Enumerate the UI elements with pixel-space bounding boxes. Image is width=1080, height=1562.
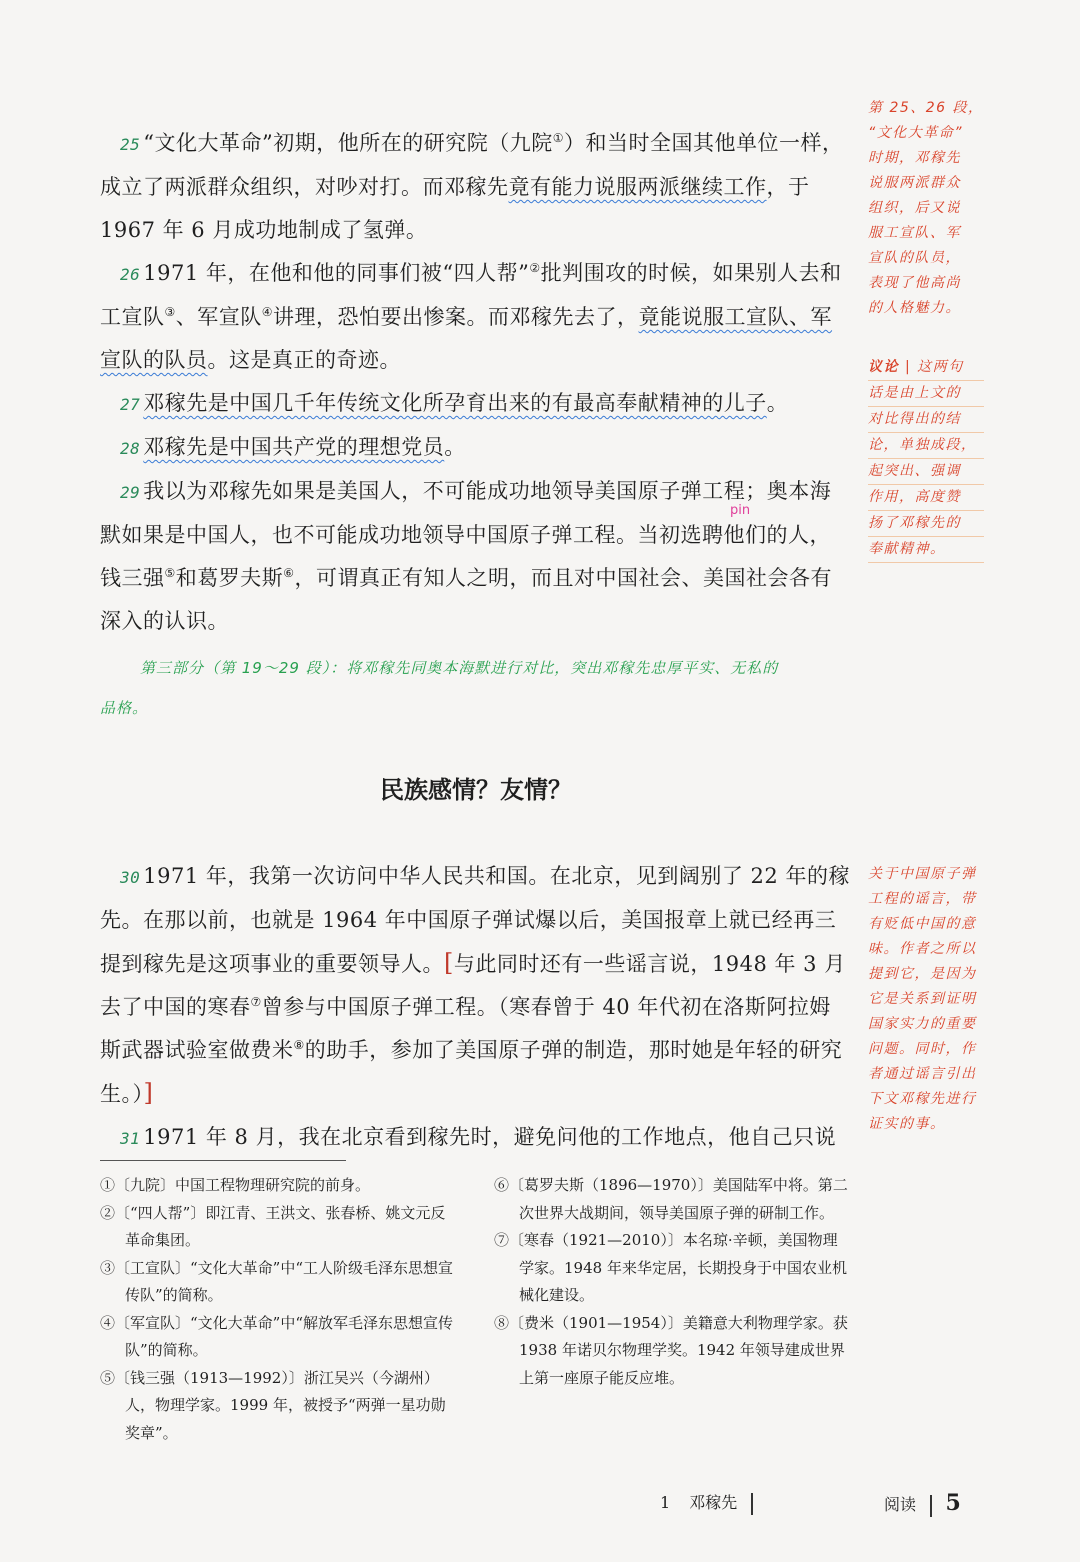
- footer-section: [884, 1490, 961, 1517]
- footer-lesson: [660, 1490, 767, 1515]
- footnotes-right: [494, 1172, 852, 1392]
- paragraph-number: 30: [120, 868, 141, 887]
- footnote: ⑤〔钱三强（1913—1992）〕浙江吴兴（今湖州）人，物理学家。1999 年，被授予“两弹一星功勋奖章”。: [100, 1368, 446, 1442]
- paragraph-number: 27: [120, 395, 141, 414]
- section-label: 阅读: [884, 1495, 917, 1514]
- footnote-ref: ⑥: [283, 566, 295, 580]
- footnote-ref: ①: [552, 131, 565, 145]
- side-note-1: 第 25、26 段， “文化大革命” 时期，邓稼先 说服两派群众 组织，后又说 服工宣队、军 宣队的队员， 表现了他高尚 的人格魅力。: [868, 100, 984, 316]
- footnotes-left: [100, 1172, 458, 1447]
- side-note-3: 关于中国原子弹 工程的谣言，带 有贬低中国的意 味。作者之所以 提到它，是因为 它是关系到证明 国家实力的重要 问题。同时，作 者通过谣言引出 下文邓稼先进行 证实的事。: [868, 866, 977, 1132]
- paragraph-29: 29 我以为邓稼先如果是美国人，不可能成功地领导美国原子弹工程；奥本海默如果是中国人，也不可能成功地领导中国原子弹工程。当初选聘他们的人，钱三强⑤和葛罗夫斯⑥，可谓真正有知人之明，而且对中国社会、美国社会各有深入的认识。: [100, 479, 833, 633]
- paragraph-number: 29: [120, 483, 141, 502]
- footnote-ref: ④: [261, 305, 274, 319]
- paragraph-31: 31 1971 年 8 月，我在北京看到稼先时，避免问他的工作地点，他自己只说: [120, 1125, 837, 1149]
- annotation-bracket-close: ]: [143, 1079, 154, 1107]
- paragraph-25: 25 “文化大革命”初期，他所在的研究院（九院①）和当时全国其他单位一样，成立了两派群众组织，对吵对打。而邓稼先竟有能力说服两派继续工作，于 1967 年 6 月成功地制成了氢弹。: [100, 131, 844, 242]
- footnote: ③〔工宣队〕“文化大革命”中“工人阶级毛泽东思想宣传队”的简称。: [100, 1258, 454, 1304]
- footnote-ref: ⑤: [164, 566, 176, 580]
- footnote-ref: ⑧: [293, 1038, 305, 1052]
- footer-separator: [930, 1495, 932, 1517]
- side-note-2: 议论 | 这两句 话是由上文的 对比得出的结 论，单独成段， 起突出、强调 作用，高度赞 扬了邓稼先的 奉献精神。: [868, 355, 984, 563]
- paragraph-28: 28 邓稼先是中国共产党的理想党员。: [120, 435, 466, 459]
- footnote: ④〔军宣队〕“文化大革命”中“解放军毛泽东思想宣传队”的简称。: [100, 1313, 454, 1359]
- note-tag: 议论: [868, 359, 899, 375]
- section-summary-note: 第三部分（第 19～29 段）：将邓稼先同奥本海默进行对比，突出邓稼先忠厚平实、无私的 品格。: [100, 659, 779, 717]
- paragraph-27: 27 邓稼先是中国几千年传统文化所孕育出来的有最高奉献精神的儿子。: [120, 391, 789, 415]
- footnote: ②〔“四人帮”〕即江青、王洪文、张春桥、姚文元反革命集团。: [100, 1203, 446, 1249]
- annotation-bracket-open: [: [444, 949, 454, 977]
- wavy-underline-text: 邓稼先是中国共产党的理想党员: [143, 435, 445, 459]
- wavy-underline-text: 竟能说服工宣队、军宣队的队员: [100, 305, 833, 372]
- lesson-number: 1: [660, 1493, 671, 1512]
- paragraph-number: 31: [120, 1129, 141, 1148]
- wavy-underline-text: 竟有能力说服两派继续工作: [508, 175, 767, 199]
- paragraph-26: 26 1971 年，在他和他的同事们被“四人帮”②批判围攻的时候，如果别人去和工宣队③、军宣队④讲理，恐怕要出惨案。而邓稼先去了，竟能说服工宣队、军宣队的队员。这是真正的奇迹。: [100, 261, 842, 372]
- footnote: ①〔九院〕中国工程物理研究院的前身。: [100, 1176, 371, 1194]
- paragraph-number: 26: [120, 265, 141, 284]
- footnote-divider: [100, 1160, 346, 1161]
- page-number: 5: [945, 1490, 961, 1516]
- paragraph-number: 28: [120, 439, 141, 458]
- main-text-upper: [100, 122, 852, 643]
- footer-separator: [751, 1493, 753, 1515]
- wavy-underline-text: 邓稼先是中国几千年传统文化所孕育出来的有最高奉献精神的儿子: [143, 391, 767, 415]
- footnote: ⑦〔寒春（1921—2010）〕本名琼·辛顿，美国物理学家。1948 年来华定居，长期投身于中国农业机械化建设。: [494, 1231, 847, 1304]
- paragraph-30: 30 1971 年，我第一次访问中华人民共和国。在北京，见到阔别了 22 年的稼先。在那以前，也就是 1964 年中国原子弹试爆以后，美国报章上就已经再三提到稼先是这项事业的重要领导人。[与此同时还有一些谣言说，1948 年 3 月去了中国的寒春⑦曾参与中国原子弹工程。（寒春曾于 40 年代初在洛斯阿拉姆斯武器试验室做费米⑧的助手，参加了美国原子弹的制造，那时她是年轻的研究生。）]: [100, 864, 850, 1107]
- footnote-ref: ⑦: [250, 995, 262, 1009]
- paragraph-number: 25: [120, 135, 141, 154]
- footnote: ⑥〔葛罗夫斯（1896—1970）〕美国陆军中将。第二次世界大战期间，领导美国原子弹的研制工作。: [494, 1176, 848, 1222]
- footnote-ref: ③: [164, 305, 176, 319]
- footnote: ⑧〔费米（1901—1954）〕美籍意大利物理学家。获 1938 年诺贝尔物理学奖。1942 年领导建成世界上第一座原子能反应堆。: [494, 1313, 848, 1387]
- pinyin-annotation: pin: [730, 503, 751, 518]
- lesson-title: 邓稼先: [689, 1493, 738, 1512]
- footnote-ref: ②: [529, 261, 541, 275]
- main-text-lower: [100, 855, 852, 1160]
- section-title: 民族感情？友情？: [380, 775, 572, 804]
